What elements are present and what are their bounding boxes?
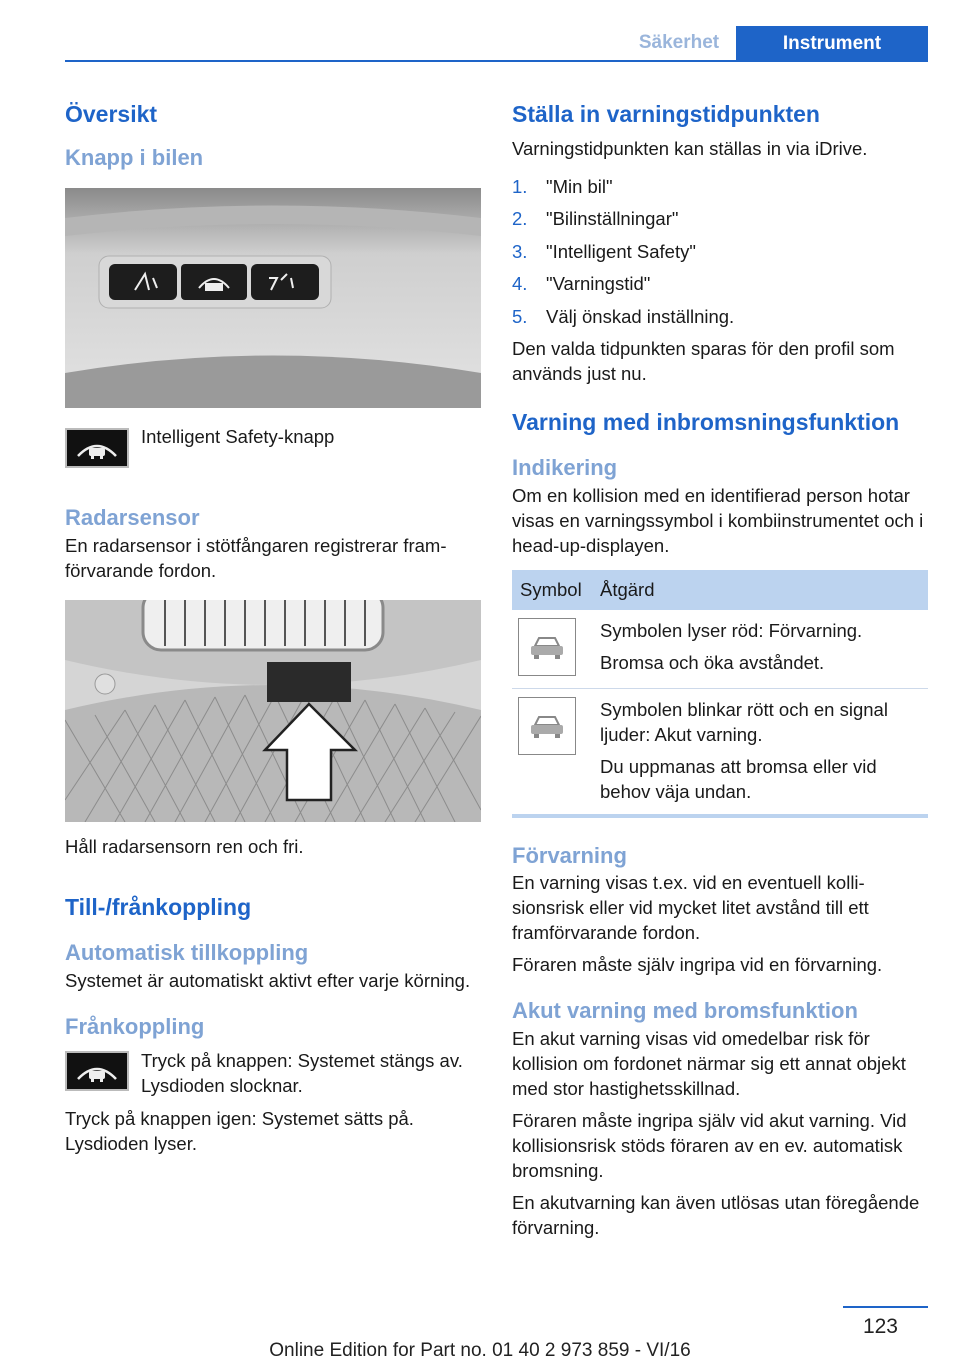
footer-rule — [843, 1306, 928, 1308]
right-column — [512, 100, 928, 1240]
page-number: 123 — [862, 1315, 898, 1338]
heading-off: Frånkoppling — [65, 1013, 205, 1039]
text-auto-on: Systemet är automatiskt aktivt efter varje körning. — [65, 969, 471, 991]
heading-indication: Indikering — [512, 455, 618, 481]
button-photo — [65, 188, 481, 408]
table-header-action: Åtgärd — [600, 570, 928, 610]
radar-photo — [65, 600, 481, 822]
row2-text-2: Du uppmanas att bromsa eller vid behov väja undan. — [600, 755, 877, 802]
list-item: 4. "Varningstid" — [512, 273, 651, 295]
table-header-symbol: Symbol — [512, 570, 600, 610]
left-column — [65, 100, 481, 1156]
text-prewarning-1: En varning visas t.ex. vid en eventuell kollisionsrisk eller vid mycket litet avstånd till ett framförvarande fordon. — [512, 872, 869, 944]
row1-text-1: Symbolen lyser röd: Förvarning. — [600, 619, 863, 641]
footer-edition: Online Edition for Part no. 01 40 2 973 859 - VI/16 — [269, 1340, 691, 1361]
heading-warning-braking: Varning med inbromsningsfunktion — [512, 409, 900, 436]
heading-button-in-car: Knapp i bilen — [65, 144, 204, 170]
intelligent-safety-icon — [65, 1051, 129, 1091]
list-item: 2. "Bilinställningar" — [512, 208, 679, 230]
text-acute-3: En akutvarning kan även utlösas utan föregående förvarning. — [512, 1192, 920, 1239]
list-item: 3. "Intelligent Safety" — [512, 240, 696, 262]
intelligent-safety-icon — [65, 428, 129, 468]
heading-overview: Översikt — [65, 101, 158, 127]
text-off-again: Tryck på knappen igen: Systemet sätts på. Lysdioden lyser. — [65, 1108, 414, 1155]
list-item: 1. "Min bil" — [512, 175, 613, 197]
heading-auto-on: Automatisk tillkoppling — [65, 939, 309, 965]
list-item: 5. Välj önskad inställning. — [512, 305, 735, 327]
collision-warning-icon — [518, 697, 576, 755]
heading-acute-warning: Akut varning med bromsfunktion — [512, 998, 858, 1024]
off-instruction-row — [65, 1051, 481, 1098]
idrive-steps — [512, 174, 928, 329]
text-indication: Om en kollision med en identifierad person hotar visas en varningssymbol i kombiinstrumentet och i head-up-displayen. — [512, 484, 924, 556]
text-set-warning-time: Varningstidpunkten kan ställas in via iDrive. — [512, 137, 868, 159]
header-tab-section: Säkerhet — [638, 32, 720, 53]
table-row — [512, 610, 928, 689]
table-row — [512, 688, 928, 816]
text-acute-1: En akut varning visas vid omedelbar risk för kollision om fordonet närmar sig ett annat objekt med stor hastighetsskillnad. — [512, 1028, 906, 1100]
heading-on-off: Till-/frånkoppling — [65, 894, 252, 921]
text-off: Tryck på knappen: Systemet stängs av. Lysdioden slocknar. — [141, 1050, 463, 1097]
text-acute-2: Föraren måste ingripa själv vid akut varning. Vid kollisionsrisk stöds föraren av en ev. automatisk bromsning. — [512, 1110, 907, 1182]
button-caption-row — [65, 428, 481, 468]
header-tab-active: Instrument — [736, 26, 928, 62]
heading-prewarning: Förvarning — [512, 842, 627, 868]
row2-text-1: Symbolen blinkar rött och en signal ljuder: Akut varning. — [600, 698, 888, 745]
heading-radar: Radarsensor — [65, 505, 200, 531]
text-saved-profile: Den valda tidpunkten sparas för den profil som används just nu. — [512, 338, 895, 385]
symbol-table — [512, 570, 928, 818]
header-rule — [65, 60, 928, 62]
heading-set-warning-time: Ställa in varningstidpunkten — [512, 101, 820, 127]
row1-text-2: Bromsa och öka avståndet. — [600, 651, 825, 673]
text-prewarning-2: Föraren måste själv ingripa vid en förvarning. — [512, 954, 883, 976]
text-radar: En radarsensor i stötfångaren registrerar framförvarande fordon. — [65, 535, 447, 582]
button-caption: Intelligent Safety-knapp — [141, 426, 335, 448]
collision-warning-icon — [518, 618, 576, 676]
text-radar-clean: Håll radarsensorn ren och fri. — [65, 836, 304, 858]
